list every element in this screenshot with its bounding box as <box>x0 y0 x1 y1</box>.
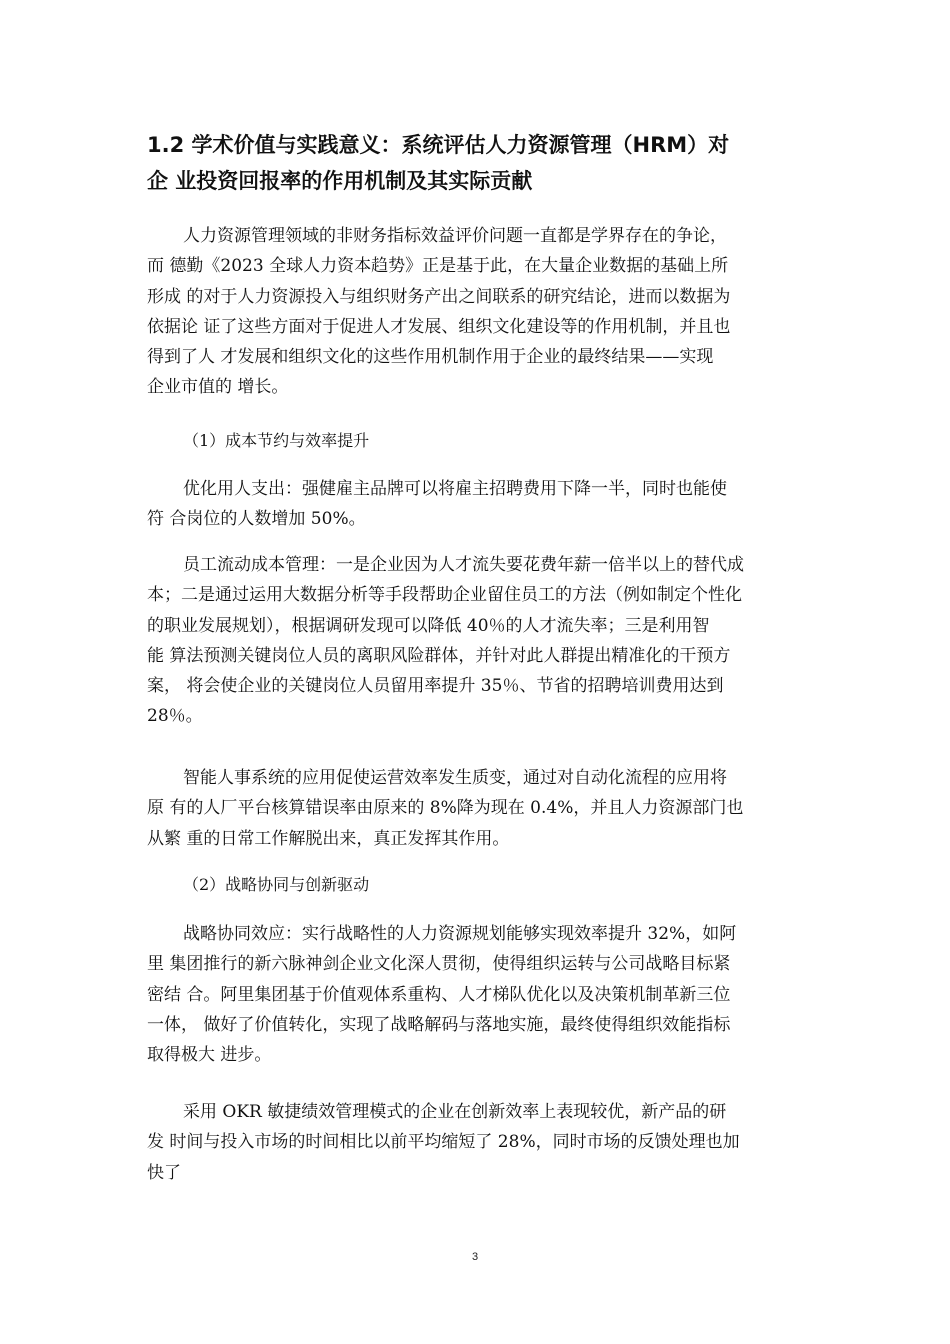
paragraph-line: 战略协同效应：实行战略性的人力资源规划能够实现效率提升 32%，如阿 <box>183 924 737 944</box>
paragraph-line: 依据论 证了这些方面对于促进人才发展、组织文化建设等的作用机制，并且也 <box>147 316 731 337</box>
paragraph-line: 本；二是通过运用大数据分析等手段帮助企业留住员工的方法（例如制定个性化 <box>147 585 742 606</box>
paragraph-line: 而 德勤《2023 全球人力资本趋势》正是基于此，在大量企业数据的基础上所 <box>147 256 729 277</box>
heading-line: 1.2 学术价值与实践意义：系统评估人力资源管理（HRM）对 <box>147 133 730 157</box>
paragraph-line: 形成 的对于人力资源投入与组织财务产出之间联系的研究结论，进而以数据为 <box>147 286 731 307</box>
paragraph-line: 优化用人支出：强健雇主品牌可以将雇主招聘费用下降一半，同时也能使 <box>183 479 727 499</box>
paragraph-line: 取得极大 进步。 <box>147 1045 272 1066</box>
paragraph-line: 发 时间与投入市场的时间相比以前平均缩短了 28%，同时市场的反馈处理也加 <box>147 1132 740 1153</box>
paragraph-line: 原 有的人厂平台核算错误率由原来的 8%降为现在 0.4%，并且人力资源部门也 <box>147 798 744 819</box>
paragraph-line: 案， 将会使企业的关键岗位人员留用率提升 35％、节省的招聘培训费用达到 <box>147 676 724 697</box>
paragraph-line: 企业市值的 增长。 <box>147 377 289 398</box>
paragraph-line: 的职业发展规划），根据调研发现可以降低 40％的人才流失率；三是利用智 <box>147 615 710 636</box>
paragraph-line: 智能人事系统的应用促使运营效率发生质变，通过对自动化流程的应用将 <box>183 768 727 788</box>
paragraph-line: 密结 合。阿里集团基于价值观体系重构、人才梯队优化以及决策机制革新三位 <box>147 984 731 1005</box>
paragraph-line: 快了 <box>147 1162 181 1183</box>
cost-paragraph <box>147 474 817 535</box>
heading-line: 企 业投资回报率的作用机制及其实际贡献 <box>147 169 533 193</box>
subsection-title: （2）战略协同与创新驱动 <box>183 875 370 894</box>
paragraph-line: 得到了人 才发展和组织文化的这些作用机制作用于企业的最终结果——实现 <box>147 347 714 368</box>
page-number: 3 <box>471 1251 479 1263</box>
paragraph-line: 从繁 重的日常工作解脱出来，真正发挥其作用。 <box>147 828 510 849</box>
okr-paragraph <box>147 1097 817 1188</box>
paragraph-line: 采用 OKR 敏捷绩效管理模式的企业在创新效率上表现较优，新产品的研 <box>183 1102 727 1122</box>
efficiency-paragraph <box>147 763 817 854</box>
intro-paragraph <box>147 221 817 403</box>
strategy-paragraph <box>147 919 817 1070</box>
paragraph-line: 员工流动成本管理：一是企业因为人才流失要花费年薪一倍半以上的替代成 <box>183 555 744 575</box>
paragraph-line: 人力资源管理领域的非财务指标效益评价问题一直都是学界存在的争论， <box>183 226 727 246</box>
section-heading <box>147 127 812 199</box>
paragraph-line: 一体， 做好了价值转化，实现了战略解码与落地实施，最终使得组织效能指标 <box>147 1014 731 1035</box>
subsection-title: （1）成本节约与效率提升 <box>183 431 370 450</box>
turnover-paragraph <box>147 550 817 732</box>
paragraph-line: 里 集团推行的新六脉神剑企业文化深人贯彻，使得组织运转与公司战略目标紧 <box>147 954 731 975</box>
paragraph-line: 28％。 <box>147 706 203 727</box>
paragraph-line: 能 算法预测关键岗位人员的离职风险群体，并针对此人群提出精准化的干预方 <box>147 645 731 666</box>
paragraph-line: 符 合岗位的人数增加 50%。 <box>147 509 366 530</box>
